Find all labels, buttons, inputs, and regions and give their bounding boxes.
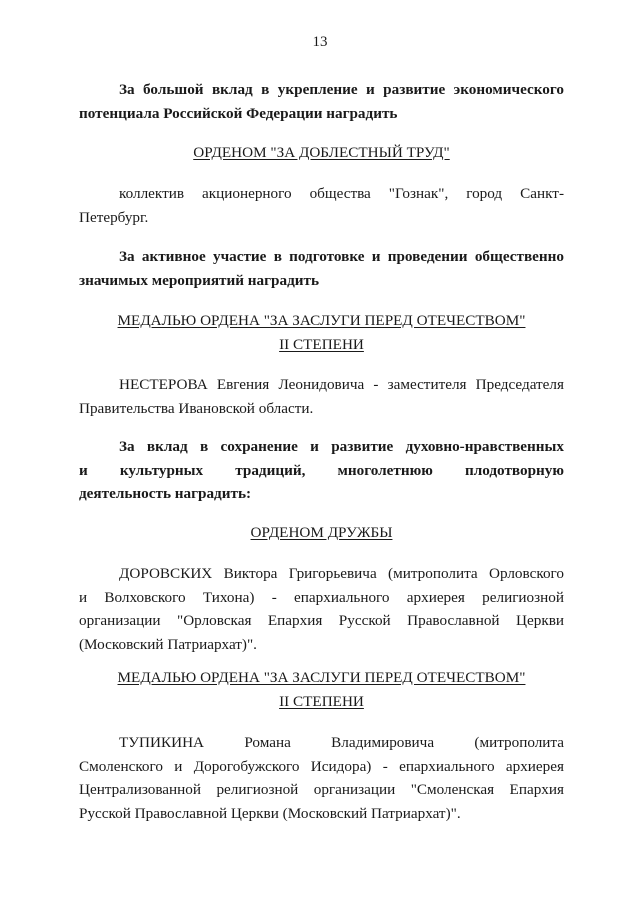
reason-line: За большой вклад в укрепление и развитие экономического bbox=[119, 81, 564, 98]
award-title-2 bbox=[79, 309, 564, 356]
recipient-line: и Волховского Тихона) - епархиального архиерея религиозной bbox=[79, 588, 564, 606]
award-line: ОРДЕНОМ ДРУЖБЫ bbox=[250, 524, 393, 541]
award-title-1 bbox=[79, 141, 564, 165]
recipient-line: (Московский Патриархат)". bbox=[79, 635, 257, 653]
recipient-line: Правительства Ивановской области. bbox=[79, 399, 314, 417]
recipient-line: Русской Православной Церкви (Московский Патриархат)". bbox=[79, 804, 461, 822]
recipient-2 bbox=[79, 373, 564, 420]
award-title-3b bbox=[79, 666, 564, 713]
award-reason-3 bbox=[79, 435, 564, 506]
recipient-3b bbox=[79, 731, 564, 825]
award-title-3a bbox=[79, 521, 564, 545]
reason-line: потенциала Российской Федерации наградить bbox=[79, 104, 398, 122]
page-number: 13 bbox=[312, 34, 328, 50]
reason-line: деятельность наградить: bbox=[79, 485, 252, 502]
recipient-line: НЕСТЕРОВА Евгения Леонидовича - заместителя Председателя bbox=[119, 376, 564, 393]
recipient-1 bbox=[79, 182, 564, 229]
award-reason-1 bbox=[79, 78, 564, 125]
reason-line: и культурных традиций, многолетнюю плодотворную bbox=[79, 461, 564, 479]
reason-line: За активное участие в подготовке и проведении общественно bbox=[119, 248, 564, 265]
award-reason-2 bbox=[79, 245, 564, 292]
reason-line: значимых мероприятий наградить bbox=[79, 271, 320, 289]
recipient-line: ТУПИКИНА Романа Владимировича (митрополита bbox=[119, 734, 564, 751]
recipient-line: Централизованной религиозной организации "Смоленская Епархия bbox=[79, 781, 564, 798]
award-line: ОРДЕНОМ "ЗА ДОБЛЕСТНЫЙ ТРУД" bbox=[193, 144, 450, 161]
award-line: II СТЕПЕНИ bbox=[279, 335, 364, 353]
recipient-line: ДОРОВСКИХ Виктора Григорьевича (митрополита Орловского bbox=[119, 565, 564, 582]
reason-line: За вклад в сохранение и развитие духовно-нравственных bbox=[119, 438, 564, 455]
recipient-line: Смоленского и Дорогобужского Исидора) - епархиального архиерея bbox=[79, 757, 564, 775]
recipient-line: коллектив акционерного общества "Гознак", город Санкт- bbox=[119, 185, 564, 202]
recipient-3a bbox=[79, 562, 564, 656]
award-line: II СТЕПЕНИ bbox=[279, 692, 364, 710]
award-line: МЕДАЛЬЮ ОРДЕНА "ЗА ЗАСЛУГИ ПЕРЕД ОТЕЧЕСТВОМ" bbox=[117, 312, 526, 329]
award-line: МЕДАЛЬЮ ОРДЕНА "ЗА ЗАСЛУГИ ПЕРЕД ОТЕЧЕСТВОМ" bbox=[117, 669, 526, 686]
recipient-line: организации "Орловская Епархия Русской Православной Церкви bbox=[79, 612, 564, 629]
recipient-line: Петербург. bbox=[79, 208, 149, 226]
